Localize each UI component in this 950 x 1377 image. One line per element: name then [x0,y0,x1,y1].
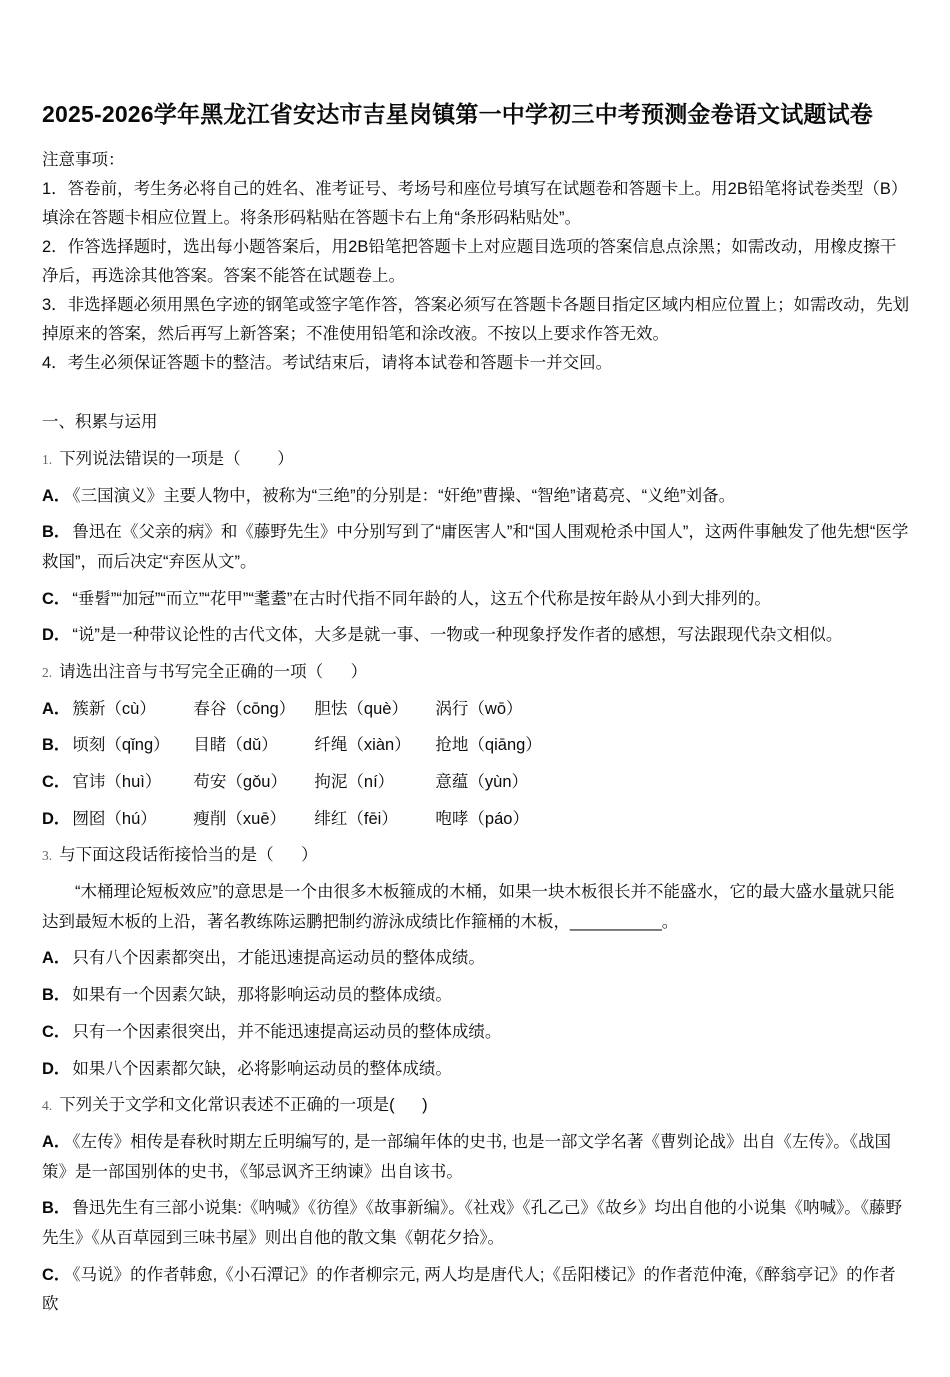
question-passage: “木桶理论短板效应”的意思是一个由很多木板箍成的木桶，如果一块木板很长并不能盛水，它的最大盛水量就只能达到最短木板的上沿，著名教练陈运鹏把制约游泳成绩比作箍桶的木板，__________。 [42,883,895,931]
pinyin-item: 拘泥（ní） [314,773,395,792]
option-c [42,1261,910,1320]
option-label: A． [42,486,71,505]
pinyin-item: 囫囵（hú） [72,809,157,828]
question-stem [42,445,910,475]
option-text: 如果八个因素都欠缺，必将影响运动员的整体成绩。 [72,1059,452,1078]
option-text: 只有八个因素都突出，才能迅速提高运动员的整体成绩。 [72,949,485,968]
option-b [42,731,910,761]
paper-title: 2025-2026学年黑龙江省安达市吉星岗镇第一中学初三中考预测金卷语文试题试卷 [42,101,873,127]
option-c [42,1018,910,1048]
option-text: “说”是一种带议论性的古代文体，大多是就一事、一物或一种现象抒发作者的感想，写法跟现代杂文相似。 [72,626,843,645]
question-stem-text: 下列关于文学和文化常识表述不正确的一项是( ) [59,1096,428,1115]
question-stem-text: 下列说法错误的一项是（ ） [59,449,294,468]
option-label: A． [42,949,71,968]
pinyin-item: 抢地（qiāng） [435,736,542,755]
question-number: 2. [42,664,53,680]
pinyin-item: 胆怯（què） [314,699,408,718]
pinyin-item: 绯红（fēi） [314,809,398,828]
option-label: C． [42,773,71,792]
option-b [42,981,910,1011]
option-b [42,518,910,577]
option-label: C． [42,1022,71,1041]
notice-header: 注意事项： [42,150,125,169]
pinyin-item: 意蕴（yùn） [435,773,529,792]
option-b [42,1194,910,1253]
option-label: D． [42,626,71,645]
option-d [42,1055,910,1085]
option-a [42,695,910,725]
option-c [42,768,910,798]
option-text: 《左传》相传是春秋时期左丘明编写的, 是一部编年体的史书, 也是一部文学名著《曹刿论战》出自《左传》。《战国策》是一部国别体的史书，《邹忌讽齐王纳谏》出自该书。 [42,1132,892,1181]
pinyin-item: 纤绳（xiàn） [314,736,411,755]
question-number: 3. [42,848,53,864]
option-text: 《三国演义》主要人物中，被称为“三绝”的分别是：“奸绝”曹操、“智绝”诸葛亮、“义绝”刘备。 [72,486,736,505]
question-stem-text: 与下面这段话衔接恰当的是（ ） [59,846,318,865]
pinyin-item: 瘦削（xuē） [193,809,287,828]
option-label: D． [42,809,71,828]
pinyin-item: 簇新（cù） [72,699,156,718]
question-1 [42,445,910,651]
section-heading: 一、积累与运用 [42,413,158,432]
option-text: 鲁迅先生有三部小说集:《呐喊》《彷徨》《故事新编》。《社戏》《孔乙己》《故乡》均出自他的小说集《呐喊》。《藤野先生》《从百草园到三味书屋》则出自他的散文集《朝花夕拾》。 [42,1199,903,1247]
pinyin-item: 春谷（cōng） [193,699,296,718]
question-number: 1. [42,451,53,467]
option-label: C． [42,1265,71,1284]
option-label: A． [42,1132,71,1151]
option-d [42,805,910,835]
option-a [42,482,910,512]
question-number: 4. [42,1098,53,1114]
pinyin-item: 目睹（dǔ） [193,736,278,755]
question-stem [42,841,910,871]
question-3 [42,841,910,1084]
option-label: B． [42,986,71,1005]
notice-item: 4．考生必须保证答题卡的整洁。考试结束后，请将本试卷和答题卡一并交回。 [42,354,613,373]
notice-item: 2．作答选择题时，选出每小题答案后，用2B铅笔把答题卡上对应题目选项的答案信息点涂黑；如需改动，用橡皮擦干净后，再选涂其他答案。答案不能答在试题卷上。 [42,237,897,286]
pinyin-item: 涡行（wō） [435,699,523,718]
pinyin-item: 咆哮（páo） [435,809,529,828]
option-text: 如果有一个因素欠缺，那将影响运动员的整体成绩。 [72,986,452,1005]
option-a [42,944,910,974]
option-label: B． [42,523,71,542]
option-d [42,621,910,651]
option-label: B． [42,1199,71,1218]
pinyin-item: 苟安（gǒu） [193,773,287,792]
option-text: “垂髫”“加冠”“而立”“花甲”“耄耋”在古时代指不同年龄的人，这五个代称是按年龄从小到大排列的。 [72,589,771,608]
option-label: C． [42,589,71,608]
option-text: 鲁迅在《父亲的病》和《藤野先生》中分别写到了“庸医害人”和“国人围观枪杀中国人”，这两件事触发了他先想“医学救国”，而后决定“弃医从文”。 [42,523,909,571]
pinyin-item: 官讳（huì） [72,773,162,792]
pinyin-item: 顷刻（qǐng） [72,736,170,755]
question-stem-text: 请选出注音与书写完全正确的一项（ ） [59,662,368,681]
option-text: 《马说》的作者韩愈,《小石潭记》的作者柳宗元, 两人均是唐代人;《岳阳楼记》的作者范仲淹,《醉翁亭记》的作者欧 [42,1265,896,1314]
notice-item: 3．非选择题必须用黑色字迹的钢笔或签字笔作答，答案必须写在答题卡各题目指定区域内相应位置上；如需改动，先划掉原来的答案，然后再写上新答案；不准使用铅笔和涂改液。不按以上要求作答无效。 [42,296,910,344]
option-text: 只有一个因素很突出，并不能迅速提高运动员的整体成绩。 [72,1022,502,1041]
question-stem [42,658,910,688]
question-2 [42,658,910,834]
option-c [42,585,910,615]
notice-section [42,146,910,378]
option-label: D． [42,1059,71,1078]
question-stem [42,1091,910,1121]
option-label: B． [42,736,71,755]
option-a [42,1128,910,1187]
option-label: A． [42,699,71,718]
question-4 [42,1091,910,1320]
notice-item: 1．答卷前，考生务必将自己的姓名、准考证号、考场号和座位号填写在试题卷和答题卡上。用2B铅笔将试卷类型（B）填涂在答题卡相应位置上。将条形码粘贴在答题卡右上角“条形码粘贴处”。 [42,179,908,227]
